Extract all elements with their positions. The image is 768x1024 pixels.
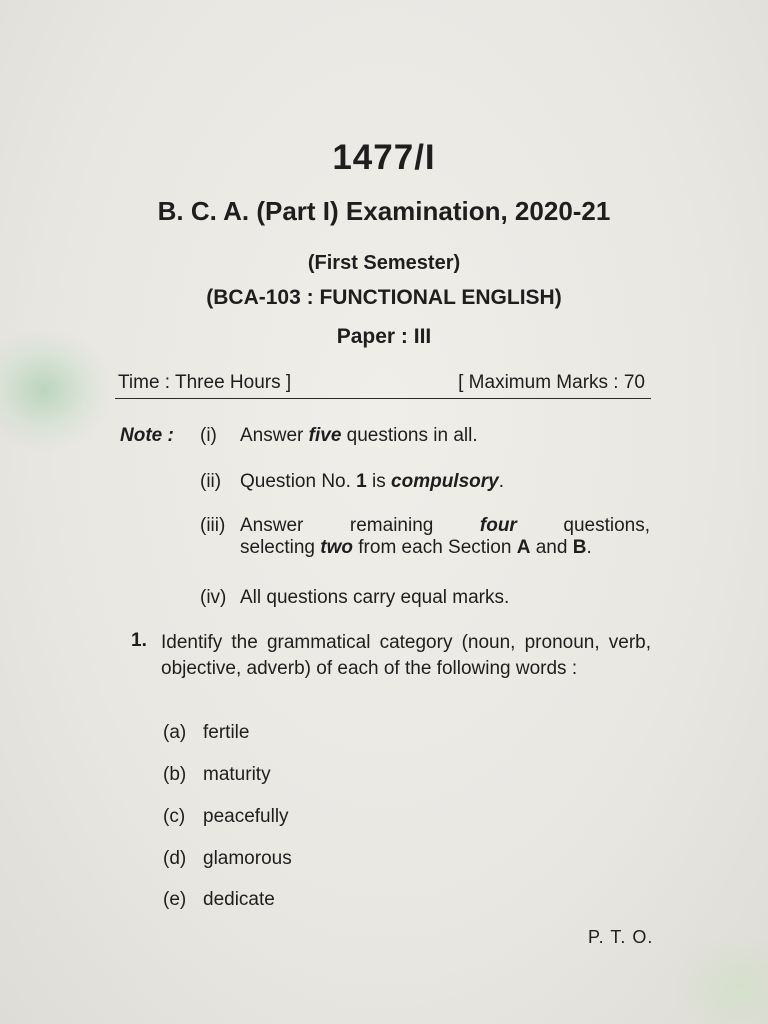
pto-label: P. T. O.	[588, 927, 654, 947]
paper-number: Paper : III	[336, 325, 432, 348]
exam-title: B. C. A. (Part I) Examination, 2020-21	[157, 196, 611, 226]
time-marks-row	[115, 372, 651, 399]
note-item-3: (iii) Answer remaining four questions, selecting two from each Section A and B.	[200, 515, 650, 558]
question-text: Identify the grammatical category (noun, pronoun, verb, objective, adverb) of each of the following words :	[161, 632, 651, 679]
semester: (First Semester)	[307, 252, 461, 274]
question-number: 1.	[131, 630, 147, 651]
time-label: Time : Three Hours ]	[118, 372, 292, 393]
course-title: (BCA-103 : FUNCTIONAL ENGLISH)	[206, 286, 562, 309]
paper-code: 1477/I	[332, 138, 436, 177]
green-smudge-corner	[668, 930, 768, 1024]
note-label: Note :	[120, 425, 174, 446]
max-marks-label: [ Maximum Marks : 70	[458, 372, 645, 393]
